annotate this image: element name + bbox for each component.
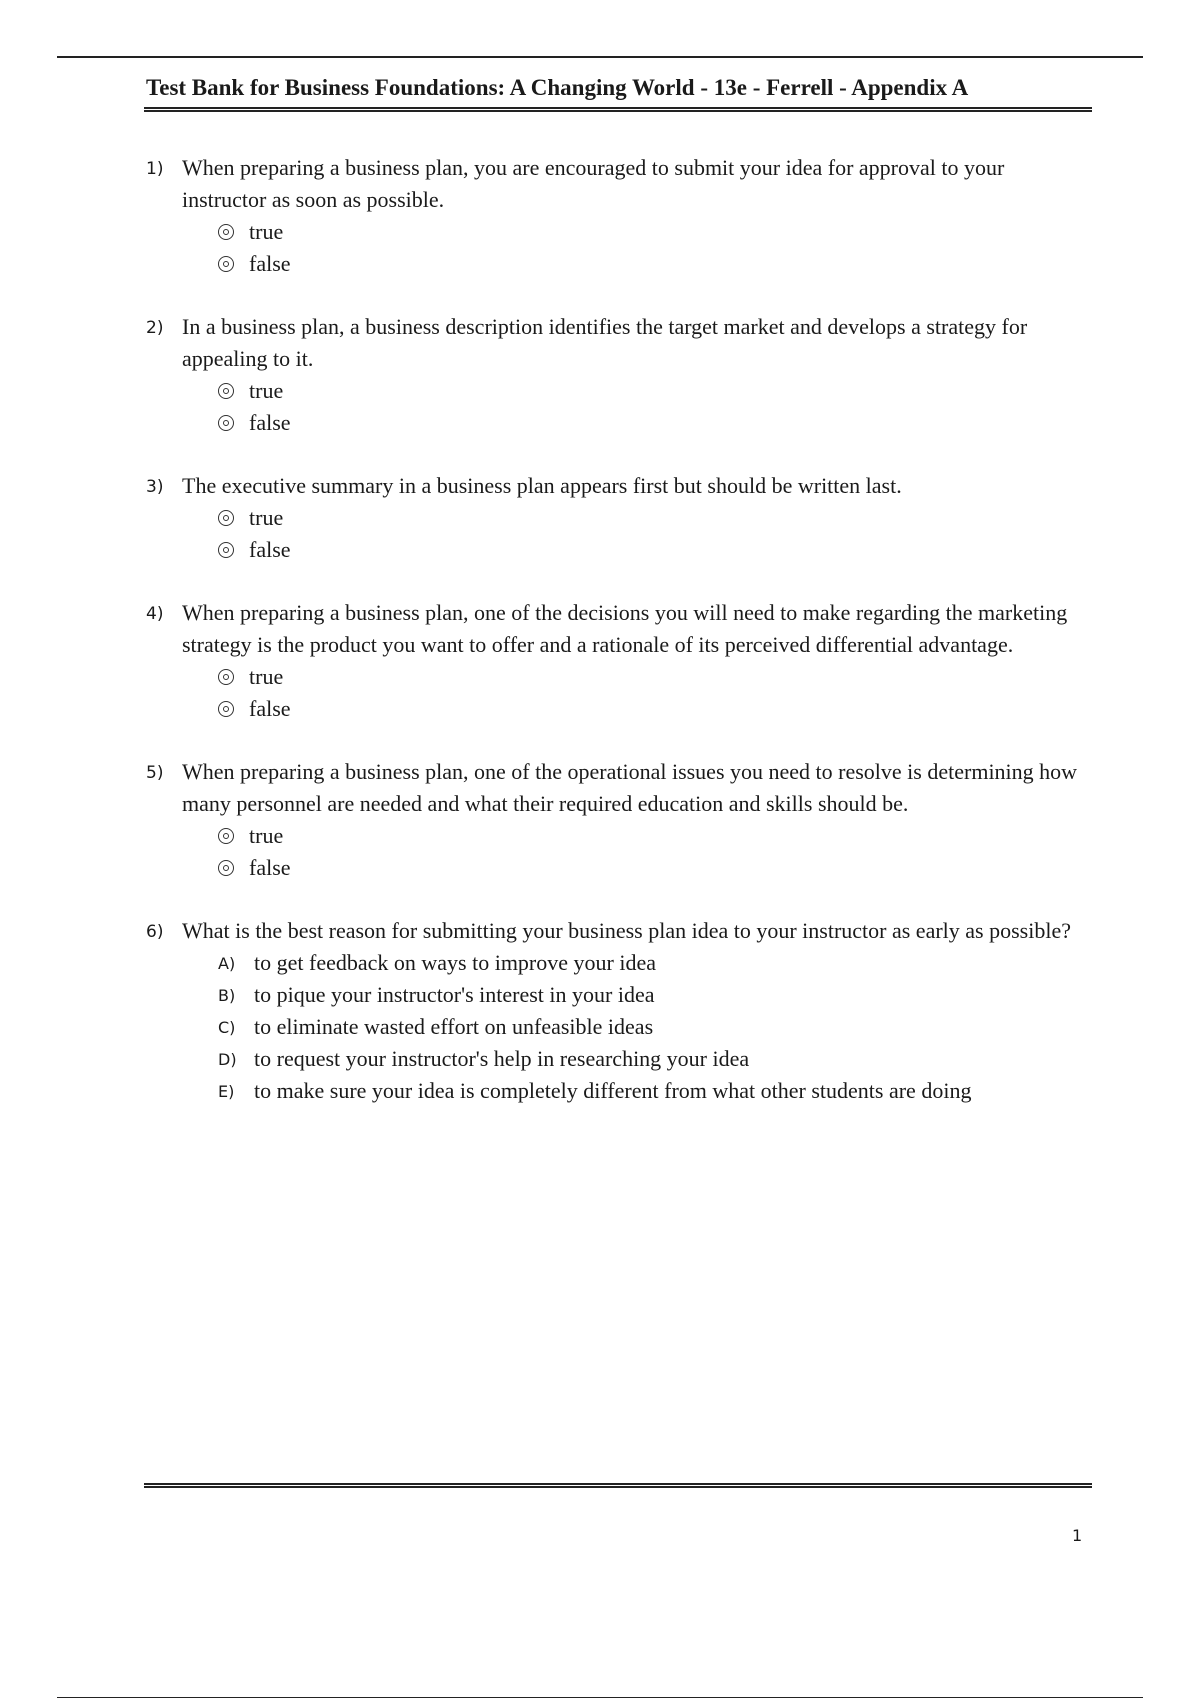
radio-icon[interactable] [218,510,234,526]
option-label: true [249,378,284,403]
page-number: 1 [1072,1526,1083,1545]
option-false[interactable] [218,693,1092,725]
radio-icon[interactable] [218,828,234,844]
question-number: 6) [146,922,164,942]
question-text: What is the best reason for submitting your business plan idea to your instructor as early as possible? [182,918,1071,943]
option-label: true [249,664,284,689]
option-label: to make sure your idea is completely different from what other students are doing [254,1078,972,1103]
option-label: false [249,251,291,276]
option-label: false [249,410,291,435]
question-number: 4) [146,604,164,624]
option-true[interactable] [218,375,1092,407]
option-c[interactable] [218,1011,1092,1043]
option-label: true [249,823,284,848]
question-2 [146,311,1092,439]
page-title: Test Bank for Business Foundations: A Changing World - 13e - Ferrell - Appendix A [146,75,969,100]
question-text: When preparing a business plan, one of the operational issues you need to resolve is determining how many personnel are needed and what their required education and skills should be. [182,759,1078,816]
option-label: to get feedback on ways to improve your idea [254,950,656,975]
option-true[interactable] [218,820,1092,852]
option-label: to eliminate wasted effort on unfeasible ideas [254,1014,654,1039]
radio-icon[interactable] [218,383,234,399]
option-false[interactable] [218,248,1092,280]
answer-options [218,502,1092,566]
option-label: false [249,696,291,721]
option-true[interactable] [218,502,1092,534]
option-letter: A) [218,953,236,973]
footer-divider [144,1483,1092,1488]
option-a[interactable] [218,947,1092,979]
radio-icon[interactable] [218,542,234,558]
question-number: 2) [146,318,164,338]
option-label: true [249,219,284,244]
answer-options [218,661,1092,725]
option-e[interactable] [218,1075,1092,1107]
option-letter: D) [218,1049,237,1069]
option-letter: E) [218,1081,235,1101]
answer-options [218,947,1092,1107]
radio-icon[interactable] [218,415,234,431]
radio-icon[interactable] [218,224,234,240]
option-label: true [249,505,284,530]
header-divider [144,107,1092,112]
radio-icon[interactable] [218,256,234,272]
answer-options [218,820,1092,884]
radio-icon[interactable] [218,860,234,876]
question-6 [146,915,1092,1107]
option-b[interactable] [218,979,1092,1011]
question-5 [146,756,1092,884]
question-1 [146,152,1092,280]
option-d[interactable] [218,1043,1092,1075]
radio-icon[interactable] [218,669,234,685]
page-bottom-rule [57,1697,1143,1698]
question-text: When preparing a business plan, you are encouraged to submit your idea for approval to your instructor as soon as possible. [182,155,1005,212]
question-4 [146,597,1092,725]
question-number: 5) [146,763,164,783]
option-label: false [249,537,291,562]
question-text: The executive summary in a business plan appears first but should be written last. [182,473,902,498]
option-letter: B) [218,985,236,1005]
option-false[interactable] [218,852,1092,884]
question-list [146,152,1092,1138]
answer-options [218,216,1092,280]
option-label: false [249,855,291,880]
page-top-rule [57,56,1143,58]
option-false[interactable] [218,534,1092,566]
question-number: 1) [146,159,164,179]
option-label: to pique your instructor's interest in your idea [254,982,655,1007]
option-false[interactable] [218,407,1092,439]
question-text: In a business plan, a business description identifies the target market and develops a strategy for appealing to it. [182,314,1028,371]
radio-icon[interactable] [218,701,234,717]
option-true[interactable] [218,216,1092,248]
question-3 [146,470,1092,566]
option-label: to request your instructor's help in researching your idea [254,1046,750,1071]
question-text: When preparing a business plan, one of the decisions you will need to make regarding the marketing strategy is the product you want to offer and a rationale of its perceived differential advantage. [182,600,1068,657]
option-true[interactable] [218,661,1092,693]
answer-options [218,375,1092,439]
question-number: 3) [146,477,164,497]
option-letter: C) [218,1017,236,1037]
